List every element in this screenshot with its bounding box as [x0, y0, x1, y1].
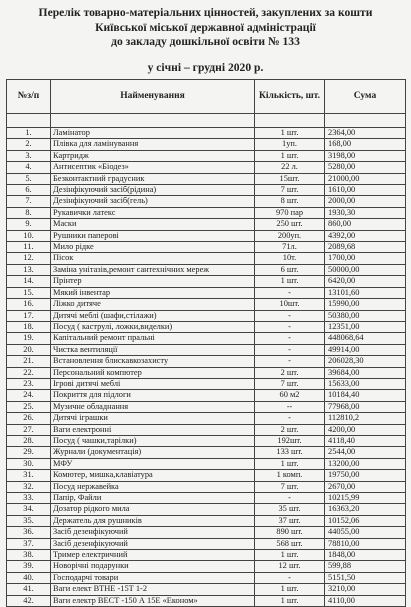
row-sum: 39684,00: [325, 367, 406, 378]
row-quantity: 192шт.: [255, 435, 325, 446]
row-number: 19.: [7, 333, 51, 344]
row-name: Антисептик «Біодез»: [51, 162, 255, 173]
row-sum: 19750,00: [325, 470, 406, 481]
row-quantity: 1 шт.: [255, 595, 325, 606]
row-number: 10.: [7, 230, 51, 241]
row-number: 23.: [7, 378, 51, 389]
col-header-sum: Сума: [325, 80, 406, 114]
row-number: 29.: [7, 447, 51, 458]
row-quantity: 22 л.: [255, 162, 325, 173]
row-quantity: 1уп.: [255, 139, 325, 150]
row-sum: 2544,00: [325, 447, 406, 458]
row-number: 13.: [7, 264, 51, 275]
row-quantity: -: [255, 413, 325, 424]
row-quantity: 60 м2: [255, 390, 325, 401]
row-sum: 206028,30: [325, 356, 406, 367]
table-row: [7, 481, 406, 492]
table-row: [7, 378, 406, 389]
row-sum: 10152,06: [325, 515, 406, 526]
row-quantity: --: [255, 401, 325, 412]
row-sum: 112810,2: [325, 413, 406, 424]
row-number: 34.: [7, 504, 51, 515]
table-row: [7, 321, 406, 332]
row-quantity: 200уп.: [255, 230, 325, 241]
row-quantity: 7 шт.: [255, 481, 325, 492]
row-name: Дитячі меблі (шафи,стілажи): [51, 310, 255, 321]
row-sum: 599,88: [325, 561, 406, 572]
blank-cell: [7, 114, 51, 128]
row-quantity: 10шт.: [255, 299, 325, 310]
table-row: [7, 356, 406, 367]
row-quantity: 71л.: [255, 242, 325, 253]
table-row: [7, 584, 406, 595]
table-row: [7, 185, 406, 196]
row-quantity: -: [255, 356, 325, 367]
row-name: Рушники паперові: [51, 230, 255, 241]
row-name: Ваги електр ВЕСТ -150 А 15Е «Економ»: [51, 595, 255, 606]
row-quantity: -: [255, 287, 325, 298]
table-row: [7, 162, 406, 173]
row-name: Заміна унітазів,ремонт сантехнічних мереж: [51, 264, 255, 275]
row-quantity: 37 шт.: [255, 515, 325, 526]
row-number: 42.: [7, 595, 51, 606]
row-name: Ваги електронні: [51, 424, 255, 435]
row-number: 31.: [7, 470, 51, 481]
col-header-number: №з/п: [7, 80, 51, 114]
row-quantity: 970 пар: [255, 207, 325, 218]
row-sum: 49914,00: [325, 344, 406, 355]
row-sum: 10184,40: [325, 390, 406, 401]
table-row: [7, 139, 406, 150]
title-line-2: Київської міської державної адміністрації: [95, 20, 316, 34]
table-row: [7, 447, 406, 458]
row-quantity: 6 шт.: [255, 264, 325, 275]
row-number: 36.: [7, 527, 51, 538]
table-row: [7, 310, 406, 321]
row-number: 8.: [7, 207, 51, 218]
row-number: 3.: [7, 150, 51, 161]
table-row: [7, 561, 406, 572]
purchases-table: [6, 79, 406, 607]
row-name: Мило рідке: [51, 242, 255, 253]
title-line-1: Перелік товарно-матеріальних цінностей, закуплених за кошти: [38, 6, 373, 19]
row-number: 9.: [7, 219, 51, 230]
row-quantity: 133 шт.: [255, 447, 325, 458]
row-sum: 3198,00: [325, 150, 406, 161]
row-quantity: 7 шт.: [255, 378, 325, 389]
row-sum: 2670,00: [325, 481, 406, 492]
row-sum: 3210,00: [325, 584, 406, 595]
row-quantity: 1 шт.: [255, 584, 325, 595]
table-row: [7, 287, 406, 298]
row-name: Покриття для підлоги: [51, 390, 255, 401]
row-quantity: 1 шт.: [255, 150, 325, 161]
table-row: [7, 253, 406, 264]
table-row: [7, 390, 406, 401]
row-sum: 448068,64: [325, 333, 406, 344]
table-row: [7, 470, 406, 481]
table-row: [7, 196, 406, 207]
row-sum: 168,00: [325, 139, 406, 150]
row-number: 30.: [7, 458, 51, 469]
row-sum: 21000,00: [325, 173, 406, 184]
row-quantity: -: [255, 344, 325, 355]
row-sum: 6420,00: [325, 276, 406, 287]
row-name: Мякий інвентар: [51, 287, 255, 298]
blank-cell: [325, 114, 406, 128]
row-sum: 5280,00: [325, 162, 406, 173]
document-title: [0, 0, 411, 50]
row-number: 27.: [7, 424, 51, 435]
row-sum: 2000,00: [325, 196, 406, 207]
row-sum: 13101,60: [325, 287, 406, 298]
row-name: Тример електричний: [51, 550, 255, 561]
row-number: 18.: [7, 321, 51, 332]
row-quantity: 8 шт.: [255, 196, 325, 207]
row-quantity: 10т.: [255, 253, 325, 264]
row-quantity: 890 шт.: [255, 527, 325, 538]
table-row: [7, 150, 406, 161]
row-quantity: 1 шт.: [255, 550, 325, 561]
row-number: 26.: [7, 413, 51, 424]
row-number: 16.: [7, 299, 51, 310]
row-number: 17.: [7, 310, 51, 321]
row-name: МФУ: [51, 458, 255, 469]
row-name: Ігрові дитячі меблі: [51, 378, 255, 389]
row-name: Безконтактний градусник: [51, 173, 255, 184]
row-number: 22.: [7, 367, 51, 378]
row-number: 39.: [7, 561, 51, 572]
row-quantity: 7 шт.: [255, 185, 325, 196]
row-number: 1.: [7, 128, 51, 139]
row-name: Господарчі товари: [51, 572, 255, 583]
table-row: [7, 173, 406, 184]
row-name: Ламінатор: [51, 128, 255, 139]
row-quantity: 12 шт.: [255, 561, 325, 572]
row-name: Посуд ( каструлі, ложки,виделки): [51, 321, 255, 332]
row-number: 21.: [7, 356, 51, 367]
row-name: Дезінфікуючий засіб(гель): [51, 196, 255, 207]
row-number: 28.: [7, 435, 51, 446]
blank-cell: [255, 114, 325, 128]
table-row: [7, 344, 406, 355]
row-name: Ліжко дитяче: [51, 299, 255, 310]
row-quantity: 1 шт.: [255, 128, 325, 139]
row-sum: 1848,00: [325, 550, 406, 561]
row-name: Картридж: [51, 150, 255, 161]
row-number: 33.: [7, 493, 51, 504]
row-name: Дитячі іграшки: [51, 413, 255, 424]
row-name: Чистка вентиляції: [51, 344, 255, 355]
table-row: [7, 128, 406, 139]
row-sum: 5151,50: [325, 572, 406, 583]
row-number: 24.: [7, 390, 51, 401]
row-name: Персональний компютер: [51, 367, 255, 378]
table-header-row: [7, 80, 406, 114]
col-header-quantity: Кількість, шт.: [255, 80, 325, 114]
table-row: [7, 504, 406, 515]
row-sum: 12351,00: [325, 321, 406, 332]
table-row: [7, 207, 406, 218]
row-quantity: -: [255, 321, 325, 332]
row-name: Плівка для ламінування: [51, 139, 255, 150]
row-name: Комютер, мишка,клавіатура: [51, 470, 255, 481]
row-number: 12.: [7, 253, 51, 264]
row-name: Держатель для рушників: [51, 515, 255, 526]
row-name: Дозатор рідкого мила: [51, 504, 255, 515]
row-number: 14.: [7, 276, 51, 287]
row-number: 2.: [7, 139, 51, 150]
row-number: 15.: [7, 287, 51, 298]
table-row: [7, 458, 406, 469]
row-number: 40.: [7, 572, 51, 583]
row-sum: 15990,00: [325, 299, 406, 310]
row-quantity: 35 шт.: [255, 504, 325, 515]
row-name: Журнали (документація): [51, 447, 255, 458]
row-number: 5.: [7, 173, 51, 184]
row-name: Новорічні подарунки: [51, 561, 255, 572]
table-row: [7, 230, 406, 241]
table-row: [7, 219, 406, 230]
row-name: Рукавички латекс: [51, 207, 255, 218]
row-quantity: 1 шт.: [255, 458, 325, 469]
row-name: Посуд ( чашки,тарілки): [51, 435, 255, 446]
row-quantity: 2 шт.: [255, 424, 325, 435]
row-name: Пісок: [51, 253, 255, 264]
row-name: Капітальний ремонт пральні: [51, 333, 255, 344]
table-row: [7, 435, 406, 446]
row-name: Засіб дезенфікуючий: [51, 538, 255, 549]
table-row: [7, 493, 406, 504]
row-sum: 16363,20: [325, 504, 406, 515]
row-quantity: -: [255, 310, 325, 321]
col-header-name: Найменування: [51, 80, 255, 114]
row-number: 6.: [7, 185, 51, 196]
row-sum: 1610,00: [325, 185, 406, 196]
row-name: Встановлення блискавкозахисту: [51, 356, 255, 367]
row-quantity: -: [255, 572, 325, 583]
row-name: Прінтер: [51, 276, 255, 287]
table-row: [7, 367, 406, 378]
row-sum: 4392,00: [325, 230, 406, 241]
row-sum: 2089,68: [325, 242, 406, 253]
row-number: 38.: [7, 550, 51, 561]
table-row: [7, 242, 406, 253]
table-row: [7, 264, 406, 275]
row-quantity: -: [255, 493, 325, 504]
table-row: [7, 413, 406, 424]
blank-cell: [51, 114, 255, 128]
row-sum: 50380,00: [325, 310, 406, 321]
title-line-3: до закладу дошкільної освіти № 133: [111, 35, 300, 48]
row-sum: 15633,00: [325, 378, 406, 389]
row-sum: 860,00: [325, 219, 406, 230]
row-number: 41.: [7, 584, 51, 595]
row-sum: 50000,00: [325, 264, 406, 275]
table-body: [7, 114, 406, 607]
row-number: 7.: [7, 196, 51, 207]
row-number: 25.: [7, 401, 51, 412]
row-sum: 4110,00: [325, 595, 406, 606]
row-sum: 1930,30: [325, 207, 406, 218]
table-row: [7, 538, 406, 549]
row-quantity: -: [255, 333, 325, 344]
row-name: Ваги елект ВТНЕ -15Т 1-2: [51, 584, 255, 595]
row-sum: 77968,00: [325, 401, 406, 412]
row-number: 11.: [7, 242, 51, 253]
table-row: [7, 299, 406, 310]
row-name: Музичне обладнання: [51, 401, 255, 412]
row-sum: 2364,00: [325, 128, 406, 139]
row-quantity: 250 шт.: [255, 219, 325, 230]
row-name: Дезінфікуючий засіб(рідина): [51, 185, 255, 196]
table-row: [7, 333, 406, 344]
row-quantity: 1 шт.: [255, 276, 325, 287]
table-row: [7, 550, 406, 561]
row-sum: 13200,00: [325, 458, 406, 469]
row-quantity: 2 шт.: [255, 367, 325, 378]
row-sum: 44055,00: [325, 527, 406, 538]
row-quantity: 15шт.: [255, 173, 325, 184]
row-name: Маски: [51, 219, 255, 230]
row-number: 35.: [7, 515, 51, 526]
row-number: 32.: [7, 481, 51, 492]
row-number: 4.: [7, 162, 51, 173]
row-name: Засіб дезенфікуючий: [51, 527, 255, 538]
row-number: 20.: [7, 344, 51, 355]
row-sum: 78810,00: [325, 538, 406, 549]
table-row: [7, 595, 406, 606]
row-sum: 1700,00: [325, 253, 406, 264]
row-quantity: 1 комп.: [255, 470, 325, 481]
row-number: 37.: [7, 538, 51, 549]
row-name: Папір, Файли: [51, 493, 255, 504]
table-row: [7, 424, 406, 435]
table-blank-row: [7, 114, 406, 128]
row-sum: 10215,99: [325, 493, 406, 504]
row-quantity: 568 шт.: [255, 538, 325, 549]
table-row: [7, 276, 406, 287]
table-row: [7, 401, 406, 412]
row-name: Посуд нержавейка: [51, 481, 255, 492]
period-subtitle: у січні – грудні 2020 р.: [147, 60, 264, 74]
row-sum: 4200,00: [325, 424, 406, 435]
table-row: [7, 527, 406, 538]
table-row: [7, 572, 406, 583]
row-sum: 4118,40: [325, 435, 406, 446]
table-row: [7, 515, 406, 526]
